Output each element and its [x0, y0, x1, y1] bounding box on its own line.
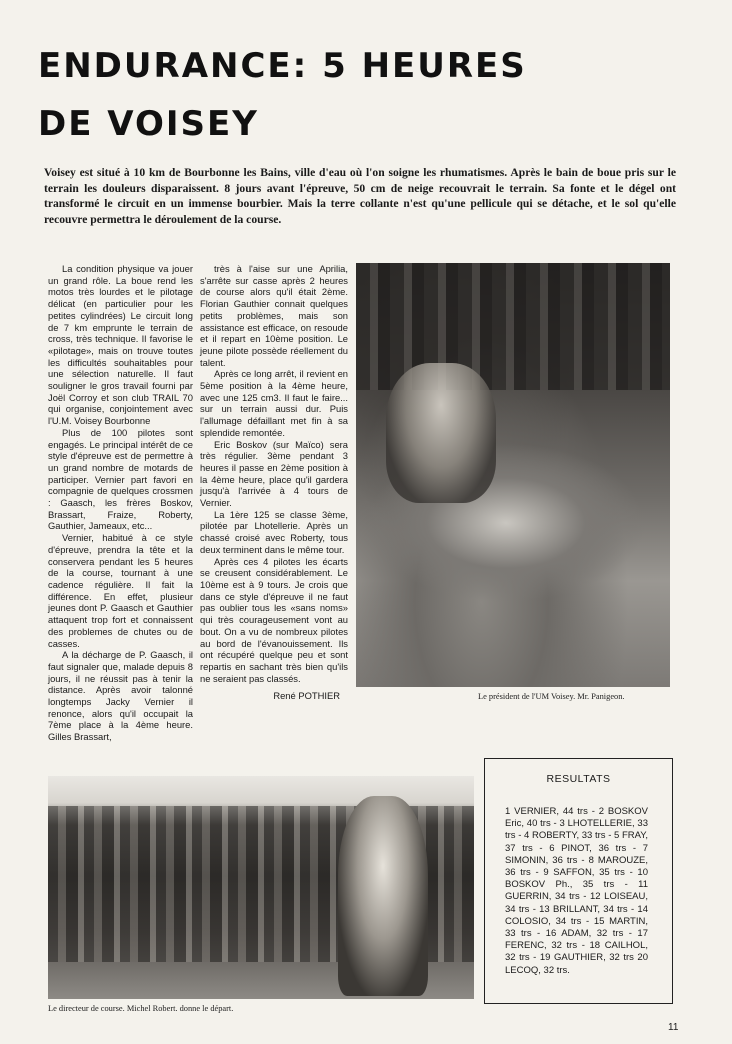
photo-caption-2: Le directeur de course. Michel Robert. donne le départ.	[48, 1004, 234, 1013]
paragraph: Plus de 100 pilotes sont engagés. Le principal intérêt de ce style d'épreuve est de permettre à un grand nombre de motards de participer. Vernier part favori en compagnie de quelques crossmen : Gaasch, les frères Boskov, Brassart, Fraize, Roberty, Gauthier, Jameaux, etc...	[48, 426, 193, 532]
article-title-line1: ENDURANCE: 5 HEURES	[38, 46, 527, 86]
results-box	[484, 758, 673, 1004]
paragraph: Après ces 4 pilotes les écarts se creusent considérablement. Le 10ème est à 9 tours. Je crois que dans ce style d'épreuve il ne faut pas oublier tous les «sans noms» qui très courageusement vont au bout. On a vu de nombreux pilotes au bord de l'évanouissement. Ils ont récupéré quelque peu et sont repartis en sachant très bien qu'ils ne seraient pas classés.	[200, 555, 348, 684]
text-column-1	[48, 263, 193, 743]
photo-rider	[386, 363, 496, 503]
author-signature: René POTHIER	[273, 690, 340, 702]
photo-race-director	[338, 796, 428, 996]
paragraph: très à l'aise sur une Aprilia, s'arrête sur casse après 2 heures de course alors qu'il était 2ème. Florian Gauthier connait quelques petits problèmes, mais son assistance est efficace, on resoude et il repart en 10ème position. Le jeune pilote possède réellement du talent.	[200, 263, 348, 368]
photo-crowd	[356, 263, 670, 390]
paragraph: Eric Boskov (sur Maïco) sera très régulier. 3ème pendant 3 heures il passe en 2ème position à la 4ème heure, place qu'il gardera jusqu'à l'arrivée à 4 tours de Vernier.	[200, 438, 348, 509]
article-title-line2: DE VOISEY	[38, 104, 259, 144]
results-heading: RESULTATS	[546, 773, 611, 785]
results-list: 1 VERNIER, 44 trs - 2 BOSKOV Eric, 40 trs - 3 LHOTELLERIE, 33 trs - 4 ROBERTY, 33 trs - 5 FRAY, 37 trs - 6 PINOT, 36 trs - 7 SIMONIN, 36 trs - 8 MAROUZE, 36 trs - 9 SAFFON, 35 trs - 10 BOSKOV Ph., 35 trs - 11 GUERRIN, 34 trs - 12 LOISEAU, 34 trs - 13 BRILLANT, 34 trs - 14 COLOSIO, 34 trs - 15 MARTIN, 33 trs - 16 ADAM, 32 trs - 17 FERENC, 32 trs - 18 CAILHOL, 32 trs - 19 GAUTHIER, 32 trs 20 LECOQ, 32 trs.	[505, 806, 648, 976]
photo-caption-1: Le président de l'UM Voisey. Mr. Panigeon.	[478, 692, 625, 701]
article-intro: Voisey est situé à 10 km de Bourbonne les Bains, ville d'eau où l'on soigne les rhumatismes. Après le bain de boue pris sur le terrain les douleurs disparaissent. 8 jours avant l'épreuve, 50 cm de neige recouvrait le terrain. Sa fonte et le dégel ont transformé le circuit en un immense bourbier. Mais la terre collante n'est qu'une pellicule qui se détache, et le sol qu'elle recouvre permettra le déroulement de la course.	[44, 166, 676, 226]
photo-rider-in-mud	[356, 263, 670, 687]
photo-race-start	[48, 776, 474, 999]
paragraph: A la décharge de P. Gaasch, il faut signaler que, malade depuis 8 jours, il ne réussit pas à tenir la distance. Après avoir talonné longtemps Jacky Vernier il renonce, alors qu'il occupait la 7ème place à la 4ème heure. Gilles Brassart,	[48, 649, 193, 743]
text-column-2	[200, 263, 348, 702]
paragraph: Après ce long arrêt, il revient en 5ème position à la 4ème heure, avec une 125 cm3. Il faut le faire... sur un terrain aussi dur. Puis l'allumage défaillant met fin à sa splendide remontée.	[200, 368, 348, 438]
paragraph: Vernier, habitué à ce style d'épreuve, prendra la tête et la conservera pendant les 5 heures de la course, tournant à une cadence régulière. Il fait la différence. En effet, plusieur jeunes dont P. Gaasch et Gauthier attaquent trop fort et connaissent des problemes de chutes ou de casses.	[48, 532, 193, 649]
page-number: 11	[668, 1022, 679, 1033]
paragraph: La 1ère 125 se classe 3ème, pilotée par Lhotellerie. Après un chassé croisé avec Roberty, tous deux terminent dans le même tour.	[200, 508, 348, 555]
paragraph: La condition physique va jouer un grand rôle. La boue rend les motos très lourdes et le pilotage délicat (en particulier pour les petites cylindrées) Le circuit long de 7 km emprunte le terrain de cross, très technique. Il favorise le «pilotage», mais on trouve toutes les difficultés souhaitables pour une sélection naturelle. Il faut souligner le gros travail fourni par Joël Corroy et son club TRAIL 70 qui organise, conjointement avec l'U.M. Voisey Bourbonne	[48, 263, 193, 427]
